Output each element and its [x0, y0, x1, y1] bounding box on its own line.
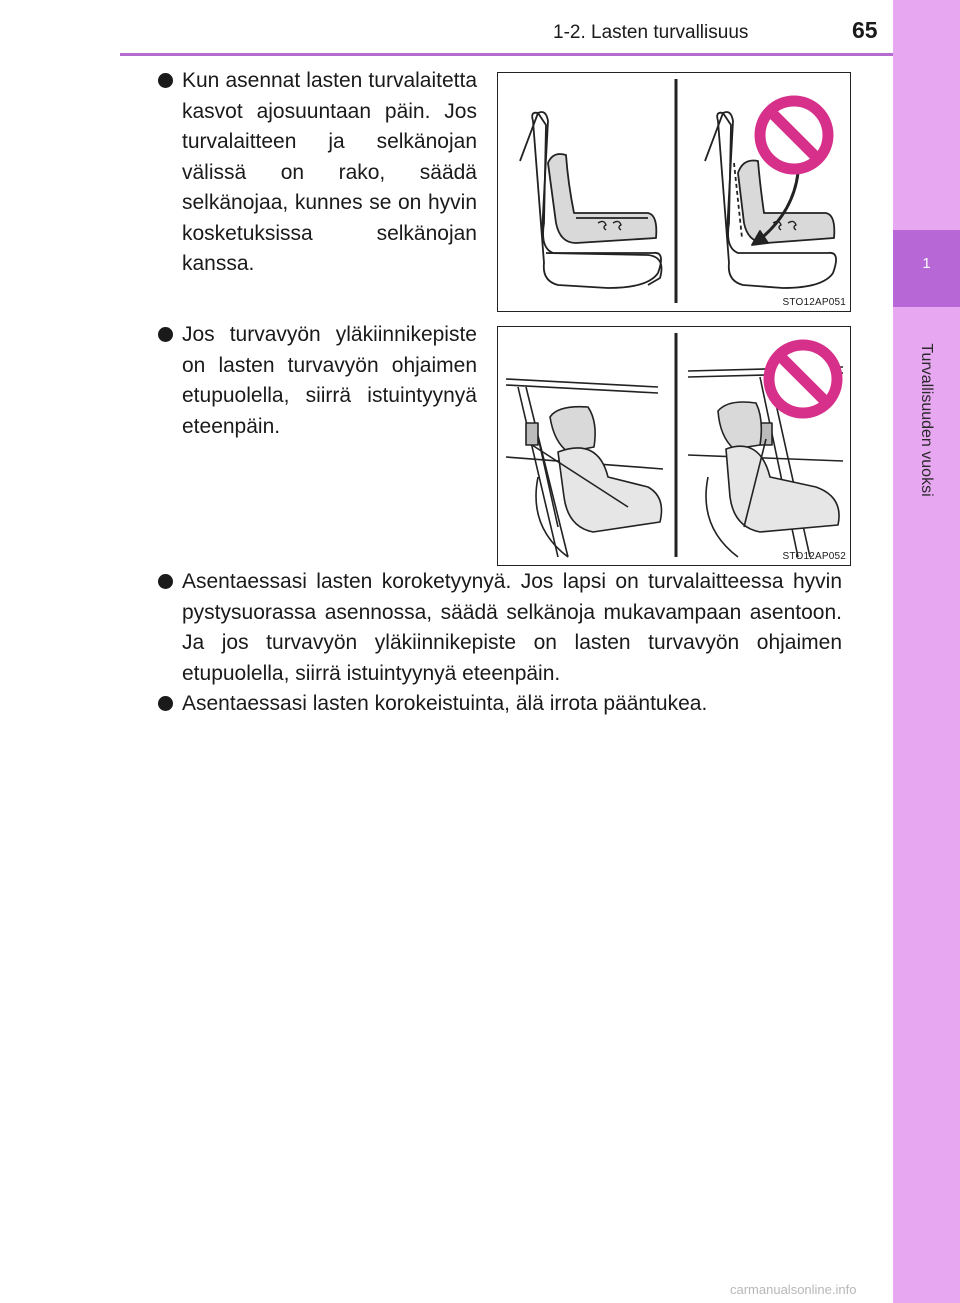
- bullet-text: Asentaessasi lasten koroketyynyä. Jos lapsi on turvalaitteessa hyvin pystysuorassa asennossa, säädä selkänoja mukavampaan asentoon. Ja jos turvavyön yläkiinnikepiste on lasten turvavyön ohjaimen etupuolella, siirrä istuintyynyä eteenpäin.: [182, 570, 842, 685]
- figure-code: STO12AP052: [782, 551, 846, 562]
- page-header: [0, 0, 893, 56]
- belt-anchor-illustration: [498, 327, 850, 565]
- bullet-text: Jos turvavyön yläkiinnikepiste on lasten turvavyön ohjaimen etupuolella, siirrä istuintyynyä eteenpäin.: [182, 323, 477, 438]
- chapter-title: Turvallisuuden vuoksi: [918, 343, 935, 497]
- prohibited-icon: [760, 101, 828, 169]
- section-title: 1-2. Lasten turvallisuus: [553, 22, 749, 43]
- figure-seat-gap: [497, 72, 851, 312]
- watermark[interactable]: carmanualsonline.info: [730, 1282, 857, 1297]
- figure-code: STO12AP051: [782, 297, 846, 308]
- seat-gap-illustration: [498, 73, 850, 311]
- bullet-dot-icon: [158, 574, 173, 589]
- bullet-item: [182, 66, 477, 280]
- header-divider: [120, 53, 893, 56]
- bullet-item: [182, 567, 842, 689]
- bullet-text: Kun asennat lasten turvalaitetta kasvot ajosuuntaan päin. Jos turvalaitteen ja selkänojan välissä on rako, säädä selkänojaa, kunnes se on hyvin kosketuksissa selkänojan kanssa.: [182, 69, 477, 275]
- prohibited-icon: [769, 345, 837, 413]
- chapter-number: 1: [922, 255, 931, 272]
- page-number: 65: [852, 17, 878, 43]
- bullet-dot-icon: [158, 73, 173, 88]
- bullet-text: Asentaessasi lasten korokeistuinta, älä irrota pääntukea.: [182, 692, 708, 715]
- bullet-dot-icon: [158, 696, 173, 711]
- bullet-dot-icon: [158, 327, 173, 342]
- figure-belt-anchor: [497, 326, 851, 566]
- bullet-item: [182, 320, 477, 442]
- chapter-sidebar: [893, 0, 960, 1303]
- bullet-item: [182, 689, 842, 720]
